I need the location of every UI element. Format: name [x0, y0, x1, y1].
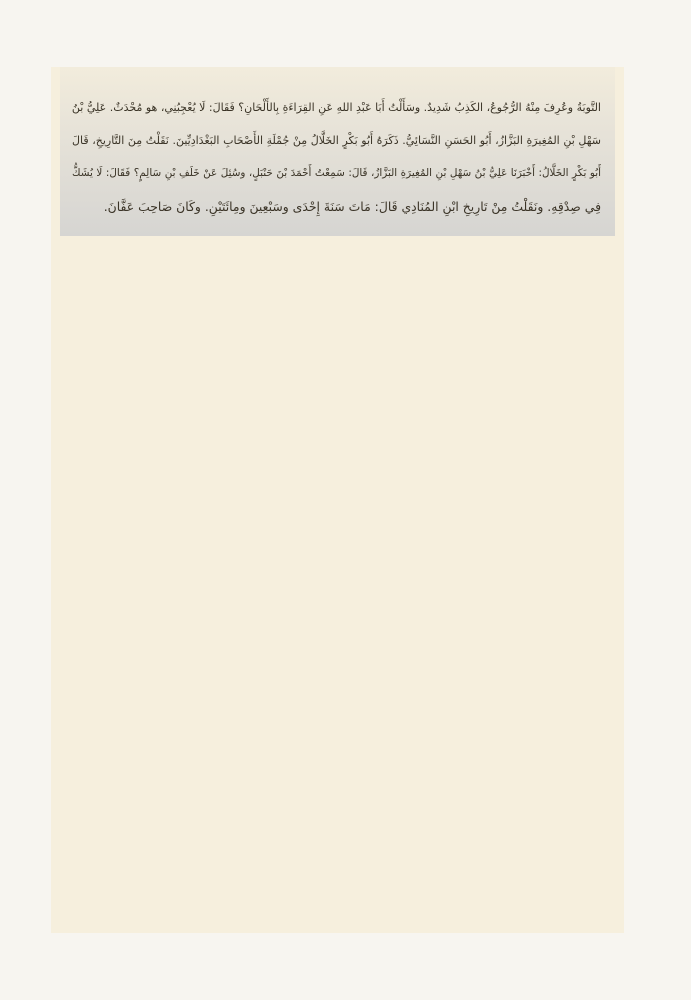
text-line-1: التَّوبَةُ وعُرِفَ مِنْهُ الرُّجُوعُ، الكَذِبُ شَدِيدٌ. وسَأَلْتُ أَبَا عَبْدِ اللهِ عَنِ القِرَاءَةِ بِالأَلْحَانِ؟ فَقَالَ: لَا يُعْجِبُنِي، هو مُحْدَثٌ. عَلِيُّ بْنُ — [72, 101, 601, 114]
document-page — [51, 67, 624, 933]
text-line-2: سَهْلِ بْنِ المُغِيرَةِ البَزَّازُ، أَبُو الحَسَنِ النَّسَائِيُّ. ذَكَرَهُ أَبُو بَكْرٍ الخَلَّالُ مِنْ جُمْلَةِ الأَصْحَابِ البَغْدَادِيِّينَ. نَقَلْتُ مِنَ التَّارِيخِ، قَالَ — [72, 134, 601, 147]
highlighted-text-block — [60, 67, 615, 236]
arabic-text-body — [72, 91, 601, 223]
text-line-4: فِي صِدْقِهِ. ونَقَلْتُ مِنْ تَارِيخِ ابْنِ المُنَادِي قَالَ: مَاتَ سَنَةَ إِحْدَى وسَبْعِينَ ومِائَتَيْنِ. وكَانَ صَاحِبَ عَفَّانَ. — [103, 199, 601, 214]
text-line-3: أَبُو بَكْرٍ الخَلَّالُ: أَخْبَرَنَا عَلِيُّ بْنُ سَهْلِ بْنِ المُغِيرَةِ البَزَّازُ، قَالَ: سَمِعْتُ أَحْمَدَ بْنَ حَنْبَلٍ، وسُئِلَ عَنْ خَلَفِ بْنِ سَالِمٍ؟ فَقَالَ: لَا يُشَكُّ — [72, 167, 601, 179]
